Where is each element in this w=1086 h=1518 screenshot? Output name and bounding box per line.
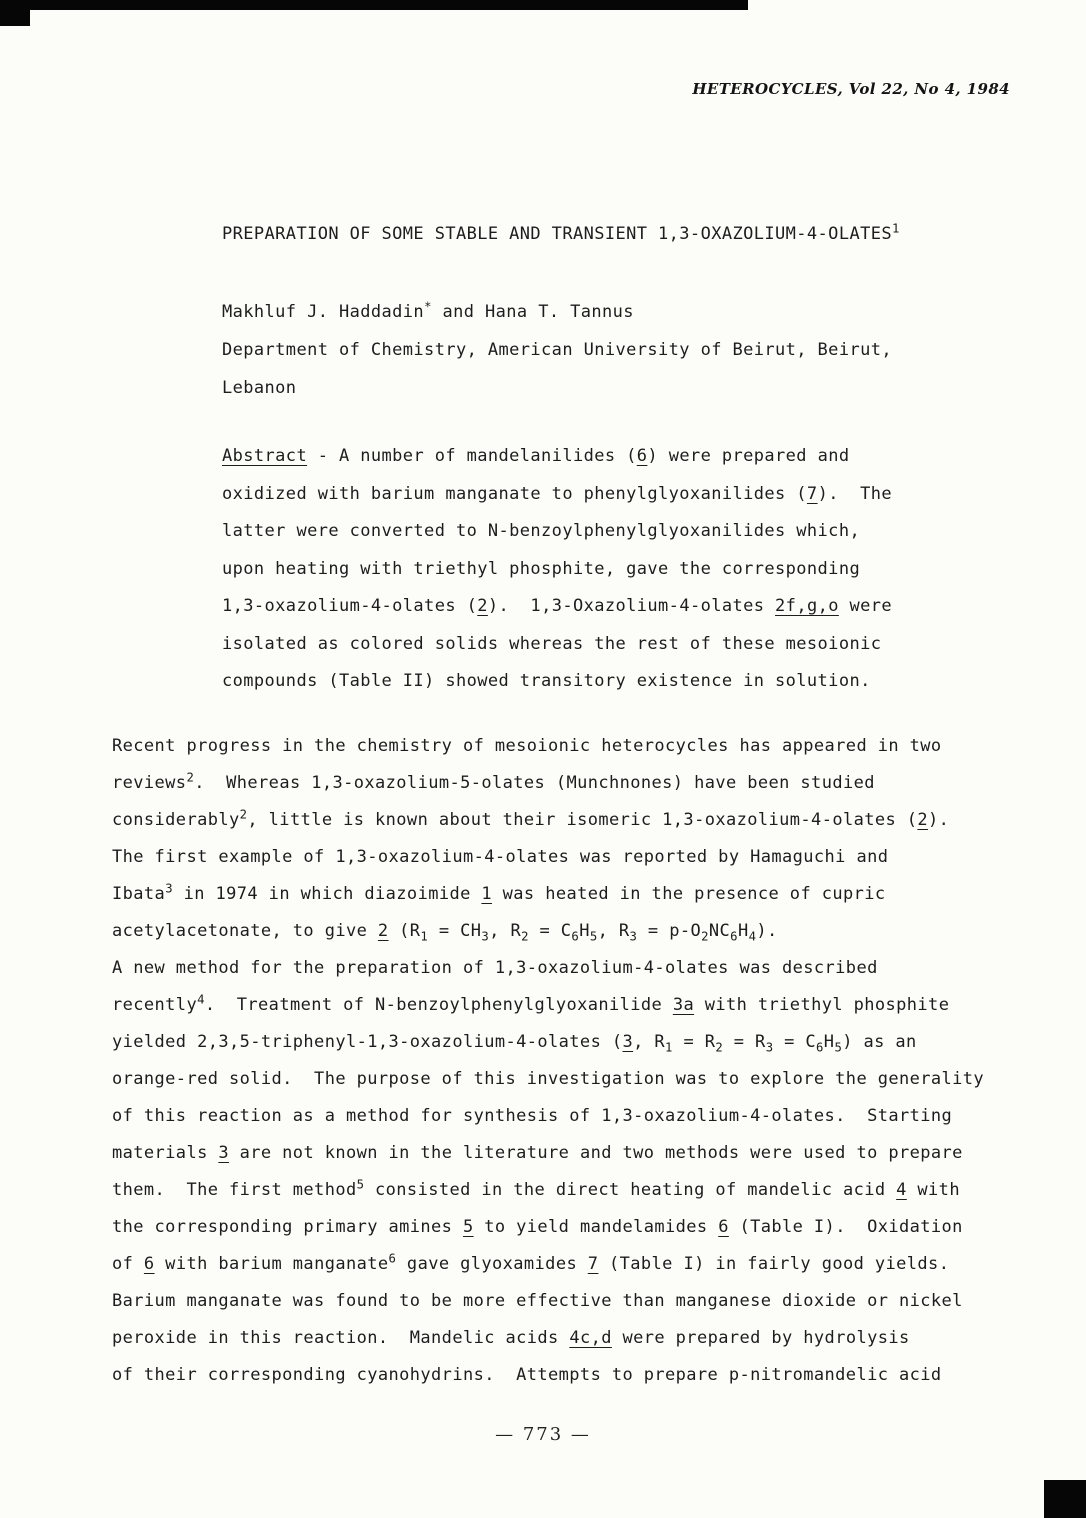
underlined-text: 3a — [672, 995, 695, 1015]
text-line — [112, 1172, 984, 1209]
text-segment: considerably — [112, 810, 240, 830]
author-line — [222, 293, 892, 331]
text-segment: of — [112, 1254, 144, 1274]
text-segment: 6 — [388, 1251, 397, 1266]
text-segment: 3 — [481, 929, 490, 944]
text-segment: PREPARATION OF SOME STABLE AND TRANSIENT 1,3-OXAZOLIUM-4-OLATES — [222, 224, 892, 244]
text-segment: gave glyoxamides — [396, 1254, 588, 1274]
text-segment: . Treatment of N-benzoylphenylglyoxanilide — [204, 995, 673, 1015]
underlined-text: 6 — [718, 1217, 729, 1237]
text-segment: = R — [723, 1032, 766, 1052]
text-segment: = R — [672, 1032, 716, 1052]
underlined-text: 7 — [806, 483, 818, 504]
text-segment: , R — [597, 921, 630, 941]
text-segment: = C — [773, 1032, 817, 1052]
text-segment: , R — [489, 921, 522, 941]
text-line — [112, 1135, 984, 1172]
text-segment: - A number of mandelanilides ( — [307, 446, 637, 466]
text-segment: acetylacetonate, to give — [112, 921, 378, 941]
text-segment: upon heating with triethyl phosphite, gave the corresponding — [222, 558, 861, 579]
text-segment: Barium manganate was found to be more effective than manganese dioxide or nickel — [112, 1291, 963, 1311]
text-line — [112, 1098, 984, 1135]
underlined-text: 2 — [477, 596, 488, 616]
text-segment: 5 — [356, 1177, 365, 1192]
text-segment: 2 — [715, 1040, 724, 1055]
text-line — [112, 765, 984, 802]
text-segment: were prepared by hydrolysis — [611, 1328, 910, 1348]
journal-header: HETEROCYCLES, Vol 22, No 4, 1984 — [692, 80, 1010, 98]
text-segment: of this reaction as a method for synthesis of 1,3-oxazolium-4-olates. Starting — [112, 1106, 953, 1126]
text-line — [112, 839, 984, 876]
text-segment: H — [737, 921, 749, 941]
underlined-text: 3 — [622, 1032, 634, 1052]
text-segment: , little is known about their isomeric 1,3-oxazolium-4-olates ( — [247, 810, 918, 830]
text-line — [222, 551, 892, 589]
text-segment: in 1974 in which diazoimide — [172, 884, 482, 904]
text-segment: were — [838, 596, 893, 616]
text-segment: A new method for the preparation of 1,3-oxazolium-4-olates was described — [112, 958, 878, 978]
text-segment: ) were prepared and — [647, 446, 850, 466]
scan-artifact-bottom-right-block — [1044, 1480, 1086, 1518]
text-segment: 1 — [420, 929, 429, 944]
text-segment: and Hana T. Tannus — [431, 302, 634, 322]
text-segment: , R — [633, 1032, 666, 1052]
text-line — [112, 1209, 984, 1246]
underlined-text: 6 — [636, 446, 648, 466]
text-segment: are not known in the literature and two methods were used to prepare — [229, 1143, 963, 1163]
text-segment: ). The — [817, 483, 893, 504]
text-segment: ). — [756, 921, 778, 941]
text-segment: of their corresponding cyanohydrins. Attempts to prepare p-nitromandelic acid — [112, 1365, 942, 1385]
text-segment: with triethyl phosphite — [694, 995, 950, 1015]
text-segment: * — [424, 299, 432, 314]
text-segment: . Whereas 1,3-oxazolium-5-olates (Munchnones) have been studied — [194, 773, 875, 793]
text-segment: isolated as colored solids whereas the rest of these mesoionic — [222, 633, 882, 654]
text-segment: ). — [928, 810, 950, 830]
underlined-text: Abstract — [222, 446, 308, 466]
text-segment: 6 — [571, 929, 580, 944]
text-segment: (R — [388, 921, 421, 941]
text-line — [112, 1283, 984, 1320]
text-segment: to yield mandelamides — [473, 1217, 719, 1237]
text-segment: the corresponding primary amines — [112, 1217, 463, 1237]
underlined-text: 4c,d — [569, 1328, 612, 1348]
text-segment: = p-O — [637, 921, 702, 941]
text-segment: 1 — [665, 1040, 673, 1055]
text-segment: with — [906, 1180, 960, 1200]
text-segment: 5 — [834, 1040, 843, 1055]
underlined-text: 2 — [377, 921, 389, 941]
text-line — [222, 476, 892, 514]
text-segment: H — [579, 921, 590, 941]
text-line — [112, 913, 984, 950]
underlined-text: 6 — [143, 1254, 155, 1274]
underlined-text: 2f,g,o — [775, 596, 839, 616]
abstract-section — [222, 438, 892, 701]
text-line — [112, 1320, 984, 1357]
scan-artifact-top-left-blob — [0, 0, 30, 26]
underlined-text: 3 — [218, 1143, 229, 1163]
text-segment: 3 — [165, 881, 173, 896]
text-segment: latter were converted to N-benzoylphenylglyoxanilides which, — [222, 521, 861, 541]
text-segment: Makhluf J. Haddadin — [222, 302, 425, 322]
text-segment: yielded 2,3,5-triphenyl-1,3-oxazolium-4-olates ( — [112, 1032, 623, 1052]
text-segment: 3 — [765, 1040, 774, 1055]
text-segment: consisted in the direct heating of mandelic acid — [364, 1180, 897, 1200]
text-line — [222, 626, 892, 664]
text-segment: 3 — [629, 929, 638, 944]
text-segment: H — [823, 1032, 835, 1052]
text-segment: oxidized with barium manganate to phenylglyoxanilides ( — [222, 483, 807, 504]
underlined-text: 4 — [896, 1180, 907, 1200]
affiliation-line: Lebanon — [222, 378, 297, 398]
text-segment: ). 1,3-Oxazolium-4-olates — [487, 596, 776, 616]
text-line — [112, 1024, 984, 1061]
text-line — [112, 1246, 984, 1283]
affiliation-line: Department of Chemistry, American University of Beirut, Beirut, — [222, 340, 892, 360]
text-line — [222, 513, 892, 551]
text-line — [222, 588, 892, 626]
text-line — [222, 438, 892, 476]
text-segment: 2 — [186, 770, 195, 785]
text-line — [112, 987, 984, 1024]
text-segment: orange-red solid. The purpose of this investigation was to explore the generality — [112, 1069, 985, 1089]
text-segment: 2 — [521, 929, 529, 944]
text-segment: = CH — [428, 921, 482, 941]
text-segment: 1,3-oxazolium-4-olates ( — [222, 596, 478, 616]
scan-artifact-top-bar — [0, 0, 748, 10]
text-segment: recently — [112, 995, 198, 1015]
underlined-text: 7 — [587, 1254, 599, 1274]
text-line — [112, 1357, 984, 1394]
text-line — [112, 876, 984, 913]
text-segment: with barium manganate — [154, 1254, 389, 1274]
text-segment: The first example of 1,3-oxazolium-4-olates was reported by Hamaguchi and — [112, 847, 889, 867]
text-line — [222, 663, 892, 701]
text-segment: compounds (Table II) showed transitory existence in solution. — [222, 671, 871, 691]
text-segment: 4 — [748, 929, 757, 944]
text-segment: Ibata — [112, 884, 166, 904]
text-segment: was heated in the presence of cupric — [492, 884, 886, 904]
text-segment: them. The first method — [112, 1180, 357, 1200]
text-segment: (Table I) in fairly good yields. — [598, 1254, 950, 1274]
text-line — [112, 728, 984, 765]
underlined-text: 1 — [481, 884, 493, 904]
text-segment: reviews — [112, 773, 187, 793]
text-segment: (Table I). Oxidation — [728, 1217, 963, 1237]
text-segment: materials — [112, 1143, 219, 1163]
text-line — [112, 950, 984, 987]
text-segment: ) as an — [842, 1032, 917, 1052]
text-segment: 4 — [197, 992, 205, 1007]
underlined-text: 5 — [462, 1217, 474, 1237]
text-segment: Recent progress in the chemistry of mesoionic heterocycles has appeared in two — [112, 736, 942, 756]
text-segment: 2 — [239, 807, 248, 822]
author-block — [222, 293, 892, 407]
text-segment: peroxide in this reaction. Mandelic acids — [112, 1328, 570, 1348]
text-segment: = C — [528, 921, 572, 941]
article-title — [222, 221, 900, 244]
underlined-text: 2 — [917, 810, 929, 830]
text-segment: 2 — [701, 929, 709, 944]
text-segment: 1 — [892, 221, 900, 236]
text-segment: 6 — [816, 1040, 824, 1055]
page-number: — 773 — — [495, 1424, 591, 1445]
text-segment: NC — [708, 921, 731, 941]
text-line — [112, 1061, 984, 1098]
text-line — [112, 802, 984, 839]
body-text — [112, 728, 984, 1394]
text-segment: 6 — [730, 929, 738, 944]
text-segment: 5 — [589, 929, 598, 944]
